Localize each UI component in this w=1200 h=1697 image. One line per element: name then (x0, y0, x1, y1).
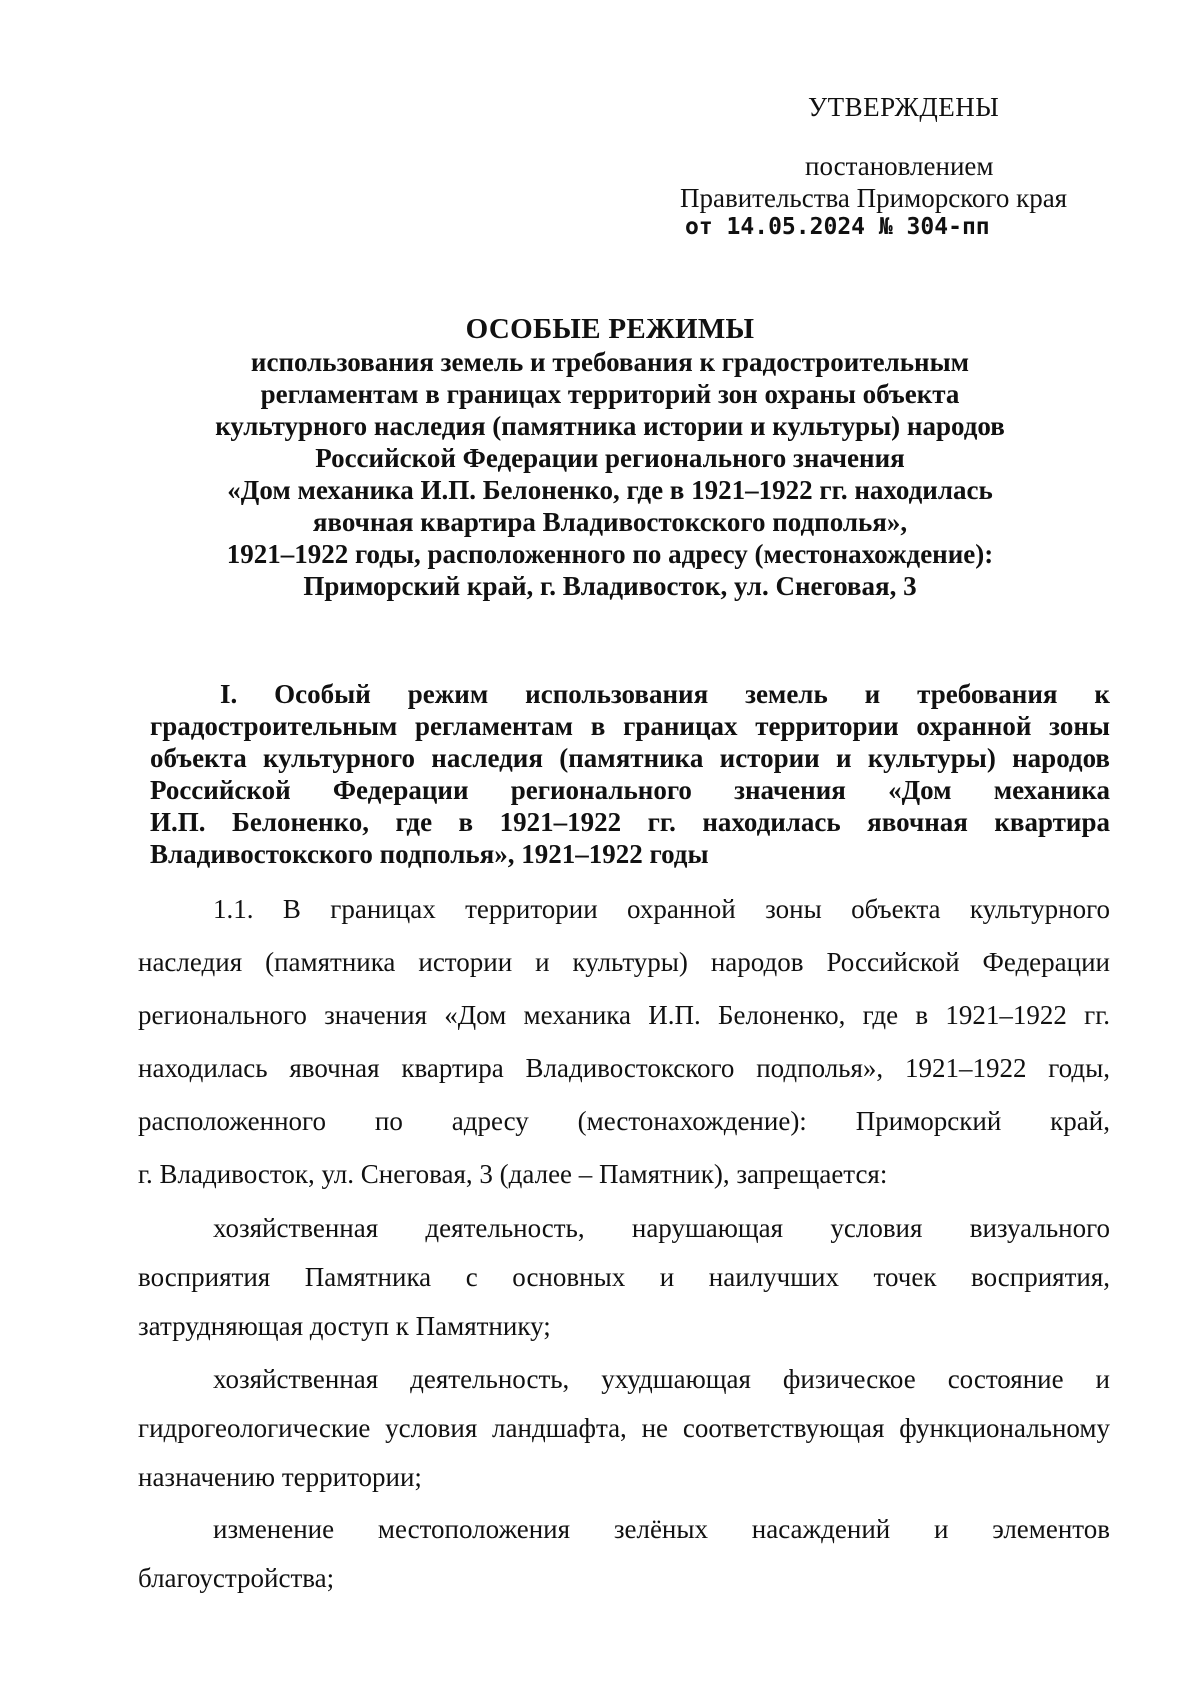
document-title-line: явочная квартира Владивостокского подполья», (312, 507, 908, 537)
document-title-line: использования земель и требования к градостроительным (250, 347, 970, 377)
paragraph-line: 1.1. В границах территории охранной зоны объекта культурного (213, 894, 1110, 924)
paragraph-line: регионального значения «Дом механика И.П. Белоненко, где в 1921–1922 гг. (138, 1000, 1110, 1030)
document-title-main: ОСОБЫЕ РЕЖИМЫ (465, 313, 755, 345)
prohibition-item (138, 1363, 1110, 1510)
paragraph-line: гидрогеологические условия ландшафта, не соответствующая функциональному (138, 1413, 1110, 1443)
paragraph-line: наследия (памятника истории и культуры) народов Российской Федерации (138, 947, 1110, 977)
paragraph-line: благоустройства; (138, 1563, 335, 1593)
approval-title: УТВЕРЖДЕНЫ (808, 92, 1000, 122)
section-heading-line: Российской Федерации регионального значения «Дом механика (150, 775, 1110, 805)
section-heading (150, 678, 1110, 870)
paragraph-line: восприятия Памятника с основных и наилучших точек восприятия, (138, 1262, 1110, 1292)
document-title (130, 312, 1090, 602)
paragraph-1-1 (138, 893, 1110, 1211)
approval-resolution-label: постановлением (805, 151, 994, 181)
prohibition-item (138, 1212, 1110, 1359)
document-title-line: Российской Федерации регионального значения (315, 443, 905, 473)
section-heading-line: градостроительным регламентам в границах территории охранной зоны (150, 711, 1110, 741)
paragraph-line: г. Владивосток, ул. Снеговая, 3 (далее – Памятник), запрещается: (138, 1159, 888, 1189)
section-heading-line: Владивостокского подполья», 1921–1922 годы (150, 839, 709, 869)
paragraph-line: находилась явочная квартира Владивостокского подполья», 1921–1922 годы, (138, 1053, 1110, 1083)
prohibition-item (138, 1513, 1110, 1611)
paragraph-line: изменение местоположения зелёных насаждений и элементов (213, 1514, 1110, 1544)
approval-authority: Правительства Приморского края (680, 183, 1068, 213)
approval-date-number-stamp: от 14.05.2024 № 304-пп (685, 214, 990, 240)
paragraph-line: назначению территории; (138, 1462, 422, 1492)
paragraph-line: хозяйственная деятельность, ухудшающая физическое состояние и (213, 1364, 1110, 1394)
document-title-line: культурного наследия (памятника истории и культуры) народов (215, 411, 1005, 441)
document-title-line: «Дом механика И.П. Белоненко, где в 1921–1922 гг. находилась (227, 475, 993, 505)
section-heading-line: I. Особый режим использования земель и требования к (220, 679, 1110, 709)
document-title-line: Приморский край, г. Владивосток, ул. Снеговая, 3 (303, 571, 917, 601)
section-heading-line: объекта культурного наследия (памятника истории и культуры) народов (150, 743, 1110, 773)
paragraph-line: расположенного по адресу (местонахождение): Приморский край, (138, 1106, 1110, 1136)
document-title-line: регламентам в границах территорий зон охраны объекта (260, 379, 960, 409)
paragraph-line: затрудняющая доступ к Памятнику; (138, 1311, 551, 1341)
document-title-line: 1921–1922 годы, расположенного по адресу (местонахождение): (226, 539, 994, 569)
paragraph-line: хозяйственная деятельность, нарушающая условия визуального (213, 1213, 1110, 1243)
section-heading-line: И.П. Белоненко, где в 1921–1922 гг. находилась явочная квартира (150, 807, 1110, 837)
